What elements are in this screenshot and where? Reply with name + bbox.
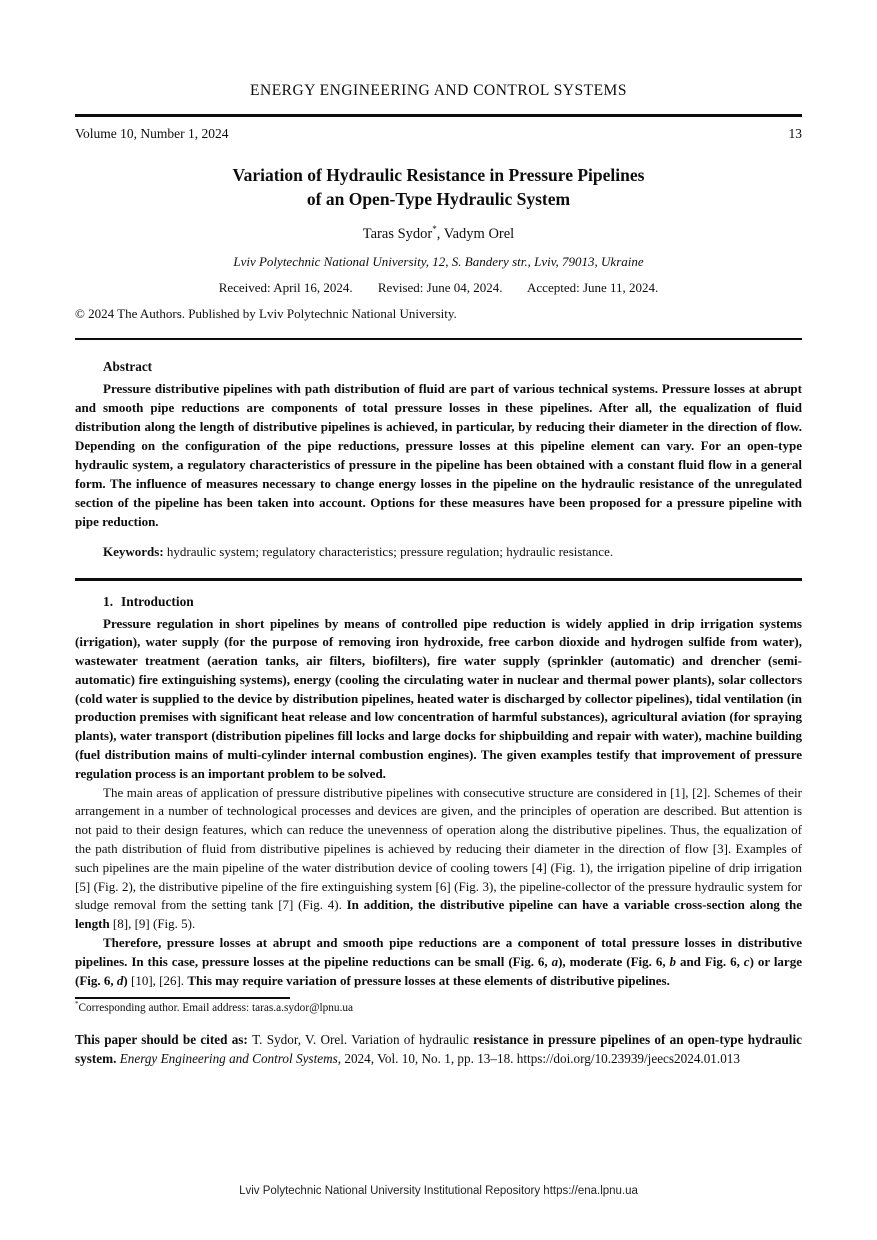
section-title: Introduction <box>121 593 194 609</box>
header-rule <box>75 114 802 117</box>
article-title-line2: of an Open-Type Hydraulic System <box>306 188 571 209</box>
revised-date: Revised: June 04, 2024. <box>377 279 503 295</box>
section-number: 1. <box>103 593 114 609</box>
footnote-rule <box>75 997 290 999</box>
page-content <box>0 82 877 1068</box>
corresponding-author-footnote: *Corresponding author. Email address: taras.a.sydor@lpnu.ua <box>75 1000 354 1014</box>
intro-paragraph-2: The main areas of application of pressure distributive pipelines with consecutive structure are considered in [1], [2]. Schemes of their arrangement in a number of technological processes and devices are given, and the principles of operation are described. But attention is not paid to their design features, which can reduce the unevenness of operation along the distributive pipelines. Thus, the equalization of the path distribution of fluid from distributive pipelines is achieved by reducing their diameter in the direction of flow [3]. Examples of such pipelines are the main pipeline of the water distribution device of cooling towers [4] (Fig. 1), the irrigation pipeline of drip irrigation [5] (Fig. 2), the distributive pipeline of the fire extinguishing system [6] (Fig. 3), the pipeline-collector of the pressure hydraulic system for sludge removal from the setting tank [7] (Fig. 4). In addition, the distributive pipeline can have a variable cross-section along the length [8], [9] (Fig. 5). <box>75 784 802 932</box>
repository-footer: Lviv Polytechnic National University Institutional Repository https://ena.lpnu.ua <box>239 1185 638 1197</box>
abstract-top-rule <box>75 338 802 341</box>
affiliation-line: Lviv Polytechnic National University, 12, S. Bandery str., Lviv, 79013, Ukraine <box>233 253 644 269</box>
keywords-text: hydraulic system; regulatory characteristics; pressure regulation; hydraulic resistance. <box>163 544 614 559</box>
keywords-line <box>75 544 802 560</box>
abstract-body: Pressure distributive pipelines with path distribution of fluid are part of various technical systems. Pressure losses at abrupt and smooth pipe reductions are components of total pressure losses in these pipelines. After all, the equalization of fluid distribution along the length of distributive pipelines is achieved, in particular, by reducing their diameter in the direction of flow. Depending on the configuration of the pipe reductions, pressure losses at this pipeline element can vary. For an open-type hydraulic system, a regulatory characteristics of pressure in the pipeline has been obtained with a constant fluid flow in a general form. The influence of measures necessary to change energy losses in the pipeline on the hydraulic resistance of the unregulated section of the pipeline has been taken into account. Options for these measures have been proposed for a pressure pipeline with pipe reduction. <box>75 381 802 529</box>
article-title <box>75 163 802 211</box>
intro-paragraph-3: Therefore, pressure losses at abrupt and smooth pipe reductions are a component of total pressure losses in distributive pipelines. In this case, pressure losses at the pipeline reductions can be small (Fig. 6, a), moderate (Fig. 6, b and Fig. 6, c) or large (Fig. 6, d) [10], [26]. This may require variation of pressure losses at these elements of distributive pipelines. <box>75 935 802 988</box>
intro-paragraph-1: Pressure regulation in short pipelines by means of controlled pipe reduction is widely applied in drip irrigation systems (irrigation), water supply (for the purpose of removing iron hydroxide, free carbon dioxide and hydrogen sulfide from water), wastewater treatment (aeration tanks, air filters, biofilters), fire water supply (sprinkler (automatic) and drencher (semi-automatic) fire extinguishing systems), energy (cooling the circulating water in nuclear and thermal power plants), solar collectors (cold water is supplied to the device by distribution pipelines, heated water is discharged by collector pipelines), tidal ventilation (in production premises with significant heat release and low concentration of harmful substances), agricultural aviation (for spraying plants), water transport (distribution pipelines fill locks and large docks for shipbuilding and repair with water), machine building (fuel distribution mains of multi-cylinder internal combustion engines). The given examples testify that improvement of pressure regulation process is an important problem to be solved. <box>75 615 802 781</box>
article-title-line1: Variation of Hydraulic Resistance in Pressure Pipelines <box>232 164 645 185</box>
page-number: 13 <box>788 125 802 141</box>
abstract-heading: Abstract <box>103 359 153 374</box>
keywords-label: Keywords: <box>103 544 164 559</box>
authors-line: Taras Sydor*, Vadym Orel <box>362 223 515 242</box>
received-date: Received: April 16, 2024. <box>218 279 353 295</box>
copyright-line: © 2024 The Authors. Published by Lviv Polytechnic National University. <box>75 305 457 321</box>
volume-line: Volume 10, Number 1, 2024 <box>75 125 229 141</box>
journal-name: ENERGY ENGINEERING AND CONTROL SYSTEMS <box>250 82 627 99</box>
citation-block: This paper should be cited as: T. Sydor, V. Orel. Variation of hydraulic resistance in pressure pipelines of an open-type hydraulic system. Energy Engineering and Control Systems, 2024, Vol. 10, No. 1, pp. 13–18. https://doi.org/10.23939/jeecs2024.01.013 <box>75 1031 802 1066</box>
volume-row <box>75 126 802 142</box>
abstract-bottom-rule <box>75 578 802 581</box>
dates-line <box>75 280 802 296</box>
accepted-date: Accepted: June 11, 2024. <box>527 279 659 295</box>
introduction-heading <box>75 594 802 610</box>
